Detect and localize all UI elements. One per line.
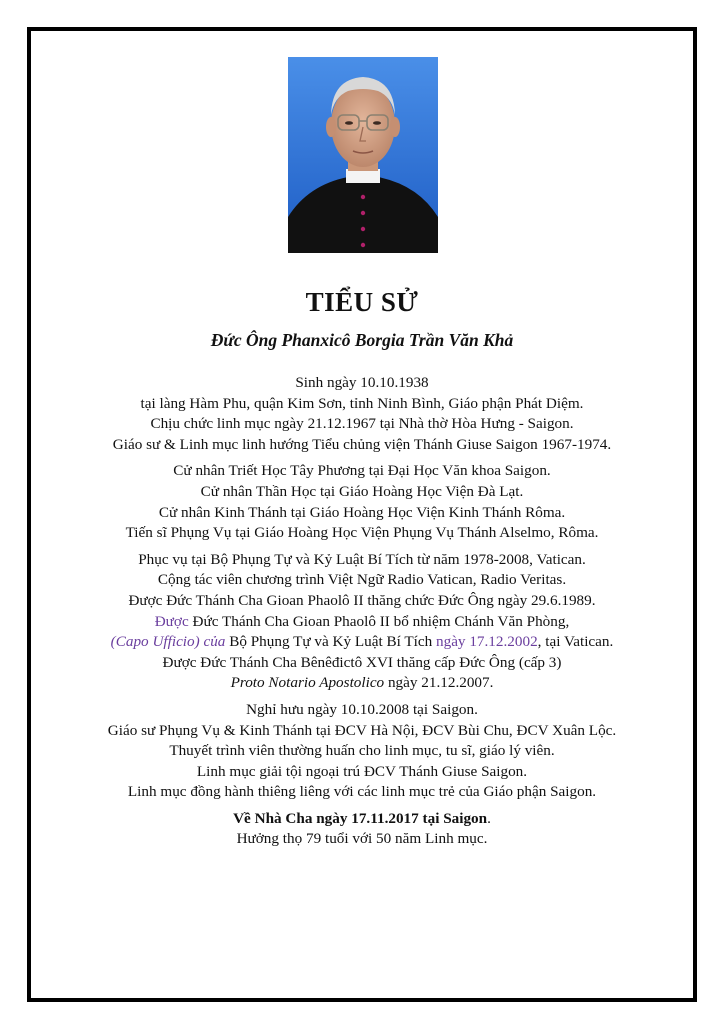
portrait-photo [288, 57, 438, 253]
bio-line: Cử nhân Triết Học Tây Phương tại Đại Học Văn khoa Saigon. [173, 462, 551, 480]
bio-line: Cử nhân Thần Học tại Giáo Hoàng Học Viện Đà Lạt. [200, 482, 524, 500]
bio-line [40, 612, 684, 633]
highlight-text: Được [154, 612, 189, 630]
bio-line: Giáo sư & Linh mục linh hướng Tiểu chủng viện Thánh Giuse Saigon 1967-1974. [112, 435, 612, 453]
bio-line: Chịu chức linh mục ngày 21.12.1967 tại Nhà thờ Hòa Hưng - Saigon. [150, 415, 574, 433]
bio-text: . [487, 809, 491, 827]
bio-text: Đức Thánh Cha Gioan Phaolô II bổ nhiệm Chánh Văn Phòng, [188, 612, 570, 630]
bio-line: Sinh ngày 10.10.1938 [295, 374, 429, 391]
person-name: Đức Ông Phanxicô Borgia Trần Văn Khả [210, 330, 514, 350]
bio-line: Cử nhân Kinh Thánh tại Giáo Hoàng Học Viện Kinh Thánh Rôma. [158, 503, 566, 521]
bio-line: Cộng tác viên chương trình Việt Ngữ Radio Vatican, Radio Veritas. [157, 571, 567, 589]
biography [40, 373, 684, 856]
death-section [40, 809, 684, 850]
bio-text: , tại Vatican. [537, 633, 614, 651]
bio-line: Linh mục đồng hành thiêng liêng với các linh mục trẻ của Giáo phận Saigon. [127, 783, 597, 801]
education-section [40, 461, 684, 543]
bio-line [40, 632, 684, 653]
bio-line: tại làng Hàm Phu, quận Kim Sơn, tỉnh Ninh Bình, Giáo phận Phát Diệm. [140, 394, 584, 412]
bio-line: Được Đức Thánh Cha Bênêđictô XVI thăng cấp Đức Ông (cấp 3) [162, 653, 562, 671]
highlight-date: ngày 17.12.2002 [432, 633, 538, 651]
bio-line: Linh mục giải tội ngoại trú ĐCV Thánh Giuse Saigon. [196, 762, 528, 780]
bio-text: ngày 21.12.2007. [384, 674, 494, 692]
bio-text: Bộ Phụng Tự và Kỷ Luật Bí Tích [225, 633, 433, 651]
page-title: TIỂU SỬ [305, 287, 419, 317]
bio-line: Hưởng thọ 79 tuổi với 50 năm Linh mục. [236, 830, 488, 848]
portrait-image [288, 57, 438, 253]
bio-line: Nghỉ hưu ngày 10.10.2008 tại Saigon. [246, 700, 478, 718]
bio-line [40, 809, 684, 830]
birth-ordination-section [40, 373, 684, 455]
bio-line: Thuyết trình viên thường huấn cho linh mục, tu sĩ, giáo lý viên. [169, 742, 555, 760]
highlight-text: (Capo Ufficio) của [110, 633, 226, 651]
bio-line: Được Đức Thánh Cha Gioan Phaolô II thăng chức Đức Ông ngày 29.6.1989. [128, 591, 596, 609]
retirement-section [40, 700, 684, 803]
bio-line: Phục vụ tại Bộ Phụng Tự và Kỷ Luật Bí Tích từ năm 1978-2008, Vatican. [138, 550, 586, 568]
latin-title: Proto Notario Apostolico [230, 674, 385, 692]
bio-line: Tiến sĩ Phụng Vụ tại Giáo Hoàng Học Viện Phụng Vụ Thánh Alselmo, Rôma. [125, 524, 599, 542]
bio-line [40, 673, 684, 694]
vatican-service-section [40, 550, 684, 694]
death-date: Về Nhà Cha ngày 17.11.2017 tại Saigon [233, 809, 488, 827]
bio-line: Giáo sư Phụng Vụ & Kinh Thánh tại ĐCV Hà Nội, ĐCV Bùi Chu, ĐCV Xuân Lộc. [107, 721, 617, 739]
